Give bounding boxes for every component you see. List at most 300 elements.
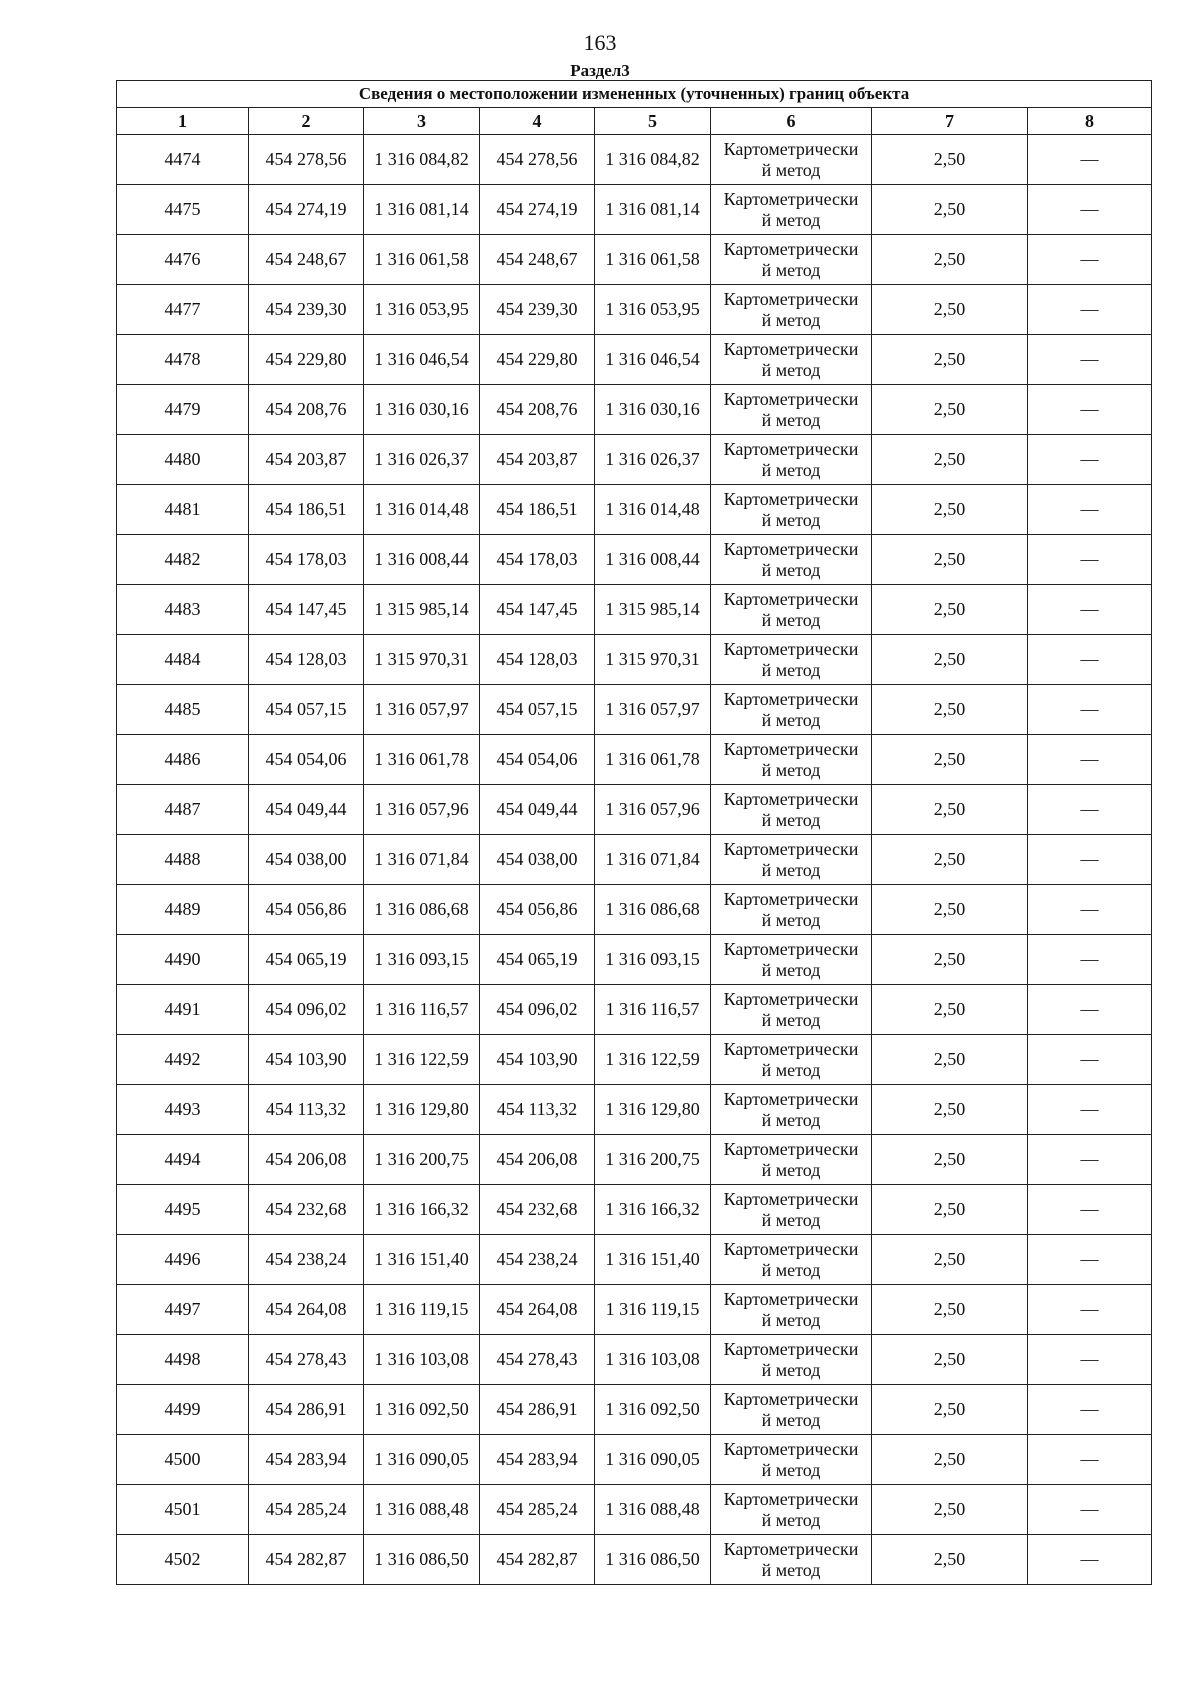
method-line-2: й метод [761, 559, 821, 580]
column-header: 6 [711, 108, 872, 135]
method-line-2: й метод [761, 1209, 821, 1230]
precision-cell: 2,50 [872, 1435, 1028, 1485]
point-number-cell: 4486 [117, 735, 249, 785]
method-line-1: Картометрически [723, 1088, 859, 1109]
x-existing-cell: 454 113,32 [249, 1085, 364, 1135]
y-new-cell: 1 316 088,48 [595, 1485, 711, 1535]
x-new-cell: 454 065,19 [480, 935, 595, 985]
y-existing-cell: 1 316 057,97 [364, 685, 480, 735]
method-line-1: Картометрически [723, 1288, 859, 1309]
y-new-cell: 1 316 057,97 [595, 685, 711, 735]
method-line-1: Картометрически [723, 138, 859, 159]
x-existing-cell: 454 056,86 [249, 885, 364, 935]
y-existing-cell: 1 316 008,44 [364, 535, 480, 585]
note-cell: — [1028, 635, 1152, 685]
x-existing-cell: 454 186,51 [249, 485, 364, 535]
point-number-cell: 4489 [117, 885, 249, 935]
method-line-1: Картометрически [723, 1238, 859, 1259]
table-row [117, 1485, 1152, 1535]
precision-cell: 2,50 [872, 885, 1028, 935]
precision-cell: 2,50 [872, 1035, 1028, 1085]
point-number-cell: 4497 [117, 1285, 249, 1335]
x-new-cell: 454 057,15 [480, 685, 595, 735]
y-existing-cell: 1 316 090,05 [364, 1435, 480, 1485]
note-cell: — [1028, 185, 1152, 235]
y-new-cell: 1 316 129,80 [595, 1085, 711, 1135]
table-row [117, 885, 1152, 935]
method-cell [711, 1085, 872, 1135]
x-new-cell: 454 056,86 [480, 885, 595, 935]
method-line-1: Картометрически [723, 688, 859, 709]
point-number-cell: 4482 [117, 535, 249, 585]
point-number-cell: 4485 [117, 685, 249, 735]
table-row [117, 135, 1152, 185]
note-cell: — [1028, 235, 1152, 285]
note-cell: — [1028, 335, 1152, 385]
point-number-cell: 4491 [117, 985, 249, 1035]
point-number-cell: 4487 [117, 785, 249, 835]
y-existing-cell: 1 316 061,78 [364, 735, 480, 785]
precision-cell: 2,50 [872, 435, 1028, 485]
point-number-cell: 4490 [117, 935, 249, 985]
precision-cell: 2,50 [872, 785, 1028, 835]
note-cell: — [1028, 1135, 1152, 1185]
x-new-cell: 454 232,68 [480, 1185, 595, 1235]
y-existing-cell: 1 316 086,50 [364, 1535, 480, 1585]
table-row [117, 185, 1152, 235]
column-header: 4 [480, 108, 595, 135]
method-line-2: й метод [761, 1559, 821, 1580]
method-line-2: й метод [761, 709, 821, 730]
y-existing-cell: 1 316 119,15 [364, 1285, 480, 1335]
y-new-cell: 1 316 057,96 [595, 785, 711, 835]
method-cell [711, 435, 872, 485]
y-new-cell: 1 316 151,40 [595, 1235, 711, 1285]
method-cell [711, 735, 872, 785]
precision-cell: 2,50 [872, 135, 1028, 185]
x-new-cell: 454 285,24 [480, 1485, 595, 1535]
table-row [117, 1135, 1152, 1185]
x-existing-cell: 454 285,24 [249, 1485, 364, 1535]
precision-cell: 2,50 [872, 835, 1028, 885]
note-cell: — [1028, 1285, 1152, 1335]
point-number-cell: 4479 [117, 385, 249, 435]
method-line-2: й метод [761, 1009, 821, 1030]
method-line-2: й метод [761, 409, 821, 430]
table-row [117, 1085, 1152, 1135]
x-existing-cell: 454 206,08 [249, 1135, 364, 1185]
note-cell: — [1028, 1485, 1152, 1535]
table-row [117, 835, 1152, 885]
table-row [117, 485, 1152, 535]
method-line-1: Картометрически [723, 938, 859, 959]
y-new-cell: 1 316 086,50 [595, 1535, 711, 1585]
point-number-cell: 4493 [117, 1085, 249, 1135]
table-row [117, 285, 1152, 335]
method-cell [711, 335, 872, 385]
table-row [117, 1185, 1152, 1235]
method-cell [711, 1285, 872, 1335]
point-number-cell: 4500 [117, 1435, 249, 1485]
y-new-cell: 1 316 086,68 [595, 885, 711, 935]
method-line-1: Картометрически [723, 1488, 859, 1509]
x-existing-cell: 454 203,87 [249, 435, 364, 485]
precision-cell: 2,50 [872, 1535, 1028, 1585]
y-new-cell: 1 316 200,75 [595, 1135, 711, 1185]
method-line-2: й метод [761, 1109, 821, 1130]
column-header: 3 [364, 108, 480, 135]
table-row [117, 235, 1152, 285]
note-cell: — [1028, 1385, 1152, 1435]
note-cell: — [1028, 435, 1152, 485]
method-cell [711, 835, 872, 885]
y-new-cell: 1 316 116,57 [595, 985, 711, 1035]
note-cell: — [1028, 1185, 1152, 1235]
method-line-1: Картометрически [723, 1538, 859, 1559]
y-existing-cell: 1 315 970,31 [364, 635, 480, 685]
method-line-2: й метод [761, 1459, 821, 1480]
precision-cell: 2,50 [872, 1135, 1028, 1185]
point-number-cell: 4501 [117, 1485, 249, 1535]
method-cell [711, 1235, 872, 1285]
y-existing-cell: 1 316 084,82 [364, 135, 480, 185]
y-existing-cell: 1 316 086,68 [364, 885, 480, 935]
x-new-cell: 454 283,94 [480, 1435, 595, 1485]
table-row [117, 1285, 1152, 1335]
y-existing-cell: 1 316 129,80 [364, 1085, 480, 1135]
x-new-cell: 454 049,44 [480, 785, 595, 835]
table-row [117, 985, 1152, 1035]
method-line-1: Картометрически [723, 288, 859, 309]
point-number-cell: 4478 [117, 335, 249, 385]
method-line-2: й метод [761, 609, 821, 630]
method-line-2: й метод [761, 209, 821, 230]
y-existing-cell: 1 316 026,37 [364, 435, 480, 485]
x-new-cell: 454 096,02 [480, 985, 595, 1035]
method-cell [711, 385, 872, 435]
table-caption-row [117, 81, 1152, 108]
y-new-cell: 1 316 093,15 [595, 935, 711, 985]
point-number-cell: 4474 [117, 135, 249, 185]
precision-cell: 2,50 [872, 1185, 1028, 1235]
precision-cell: 2,50 [872, 285, 1028, 335]
y-new-cell: 1 316 092,50 [595, 1385, 711, 1435]
x-new-cell: 454 186,51 [480, 485, 595, 535]
y-new-cell: 1 316 046,54 [595, 335, 711, 385]
y-new-cell: 1 316 030,16 [595, 385, 711, 435]
x-existing-cell: 454 057,15 [249, 685, 364, 735]
y-new-cell: 1 316 119,15 [595, 1285, 711, 1335]
x-new-cell: 454 208,76 [480, 385, 595, 435]
x-new-cell: 454 054,06 [480, 735, 595, 785]
x-existing-cell: 454 286,91 [249, 1385, 364, 1435]
point-number-cell: 4477 [117, 285, 249, 335]
method-line-1: Картометрически [723, 1388, 859, 1409]
y-existing-cell: 1 316 103,08 [364, 1335, 480, 1385]
precision-cell: 2,50 [872, 335, 1028, 385]
x-new-cell: 454 278,43 [480, 1335, 595, 1385]
method-cell [711, 585, 872, 635]
method-line-1: Картометрически [723, 388, 859, 409]
table-row [117, 1435, 1152, 1485]
x-new-cell: 454 239,30 [480, 285, 595, 335]
point-number-cell: 4494 [117, 1135, 249, 1185]
y-existing-cell: 1 316 057,96 [364, 785, 480, 835]
method-line-2: й метод [761, 1159, 821, 1180]
note-cell: — [1028, 385, 1152, 435]
table-row [117, 935, 1152, 985]
method-line-2: й метод [761, 959, 821, 980]
precision-cell: 2,50 [872, 985, 1028, 1035]
x-existing-cell: 454 038,00 [249, 835, 364, 885]
table-row [117, 385, 1152, 435]
y-existing-cell: 1 316 088,48 [364, 1485, 480, 1535]
table-row [117, 335, 1152, 385]
method-line-1: Картометрически [723, 738, 859, 759]
y-new-cell: 1 316 090,05 [595, 1435, 711, 1485]
x-new-cell: 454 038,00 [480, 835, 595, 885]
point-number-cell: 4495 [117, 1185, 249, 1235]
x-existing-cell: 454 248,67 [249, 235, 364, 285]
method-line-2: й метод [761, 1059, 821, 1080]
method-cell [711, 1535, 872, 1585]
method-line-1: Картометрически [723, 588, 859, 609]
note-cell: — [1028, 1235, 1152, 1285]
x-new-cell: 454 238,24 [480, 1235, 595, 1285]
y-existing-cell: 1 316 061,58 [364, 235, 480, 285]
column-header: 1 [117, 108, 249, 135]
x-existing-cell: 454 278,43 [249, 1335, 364, 1385]
precision-cell: 2,50 [872, 935, 1028, 985]
method-cell [711, 885, 872, 935]
method-cell [711, 285, 872, 335]
y-new-cell: 1 316 014,48 [595, 485, 711, 535]
method-line-1: Картометрически [723, 1138, 859, 1159]
x-new-cell: 454 274,19 [480, 185, 595, 235]
note-cell: — [1028, 785, 1152, 835]
method-line-2: й метод [761, 359, 821, 380]
table-row [117, 785, 1152, 835]
method-cell [711, 1385, 872, 1435]
method-line-2: й метод [761, 309, 821, 330]
precision-cell: 2,50 [872, 185, 1028, 235]
y-existing-cell: 1 316 166,32 [364, 1185, 480, 1235]
x-new-cell: 454 248,67 [480, 235, 595, 285]
point-number-cell: 4502 [117, 1535, 249, 1585]
method-line-2: й метод [761, 1409, 821, 1430]
precision-cell: 2,50 [872, 685, 1028, 735]
table-row [117, 585, 1152, 635]
y-new-cell: 1 316 071,84 [595, 835, 711, 885]
method-cell [711, 635, 872, 685]
method-line-1: Картометрически [723, 838, 859, 859]
point-number-cell: 4481 [117, 485, 249, 535]
x-existing-cell: 454 178,03 [249, 535, 364, 585]
method-cell [711, 1335, 872, 1385]
x-new-cell: 454 206,08 [480, 1135, 595, 1185]
method-cell [711, 685, 872, 735]
method-line-1: Картометрически [723, 1038, 859, 1059]
y-new-cell: 1 316 053,95 [595, 285, 711, 335]
precision-cell: 2,50 [872, 1335, 1028, 1385]
x-existing-cell: 454 282,87 [249, 1535, 364, 1585]
note-cell: — [1028, 835, 1152, 885]
method-cell [711, 535, 872, 585]
x-existing-cell: 454 049,44 [249, 785, 364, 835]
precision-cell: 2,50 [872, 735, 1028, 785]
x-existing-cell: 454 096,02 [249, 985, 364, 1035]
y-existing-cell: 1 315 985,14 [364, 585, 480, 635]
note-cell: — [1028, 485, 1152, 535]
y-new-cell: 1 316 122,59 [595, 1035, 711, 1085]
x-new-cell: 454 264,08 [480, 1285, 595, 1335]
point-number-cell: 4484 [117, 635, 249, 685]
point-number-cell: 4492 [117, 1035, 249, 1085]
x-existing-cell: 454 232,68 [249, 1185, 364, 1235]
y-existing-cell: 1 316 081,14 [364, 185, 480, 235]
method-line-2: й метод [761, 509, 821, 530]
y-new-cell: 1 316 081,14 [595, 185, 711, 235]
y-existing-cell: 1 316 053,95 [364, 285, 480, 335]
method-cell [711, 935, 872, 985]
x-existing-cell: 454 065,19 [249, 935, 364, 985]
point-number-cell: 4498 [117, 1335, 249, 1385]
table-row [117, 535, 1152, 585]
precision-cell: 2,50 [872, 635, 1028, 685]
page-number: 163 [583, 30, 617, 55]
column-header: 5 [595, 108, 711, 135]
x-new-cell: 454 229,80 [480, 335, 595, 385]
method-line-2: й метод [761, 259, 821, 280]
point-number-cell: 4499 [117, 1385, 249, 1435]
point-number-cell: 4483 [117, 585, 249, 635]
x-existing-cell: 454 054,06 [249, 735, 364, 785]
y-existing-cell: 1 316 151,40 [364, 1235, 480, 1285]
x-existing-cell: 454 239,30 [249, 285, 364, 335]
method-cell [711, 235, 872, 285]
method-cell [711, 985, 872, 1035]
x-existing-cell: 454 147,45 [249, 585, 364, 635]
table-row [117, 735, 1152, 785]
method-line-2: й метод [761, 159, 821, 180]
column-header: 8 [1028, 108, 1152, 135]
method-cell [711, 1485, 872, 1535]
x-new-cell: 454 178,03 [480, 535, 595, 585]
table-row [117, 685, 1152, 735]
method-line-2: й метод [761, 459, 821, 480]
point-number-cell: 4480 [117, 435, 249, 485]
table-caption: Сведения о местоположении измененных (уточненных) границ объекта [117, 81, 1152, 108]
method-line-1: Картометрически [723, 188, 859, 209]
note-cell: — [1028, 285, 1152, 335]
y-existing-cell: 1 316 116,57 [364, 985, 480, 1035]
y-existing-cell: 1 316 046,54 [364, 335, 480, 385]
table-body [117, 135, 1152, 1585]
note-cell: — [1028, 135, 1152, 185]
table-row [117, 435, 1152, 485]
point-number-cell: 4475 [117, 185, 249, 235]
table-row [117, 1235, 1152, 1285]
method-line-2: й метод [761, 809, 821, 830]
table-row [117, 1535, 1152, 1585]
column-header: 2 [249, 108, 364, 135]
method-line-1: Картометрически [723, 788, 859, 809]
y-existing-cell: 1 316 092,50 [364, 1385, 480, 1435]
precision-cell: 2,50 [872, 1385, 1028, 1435]
method-cell [711, 1135, 872, 1185]
precision-cell: 2,50 [872, 385, 1028, 435]
x-new-cell: 454 203,87 [480, 435, 595, 485]
x-existing-cell: 454 238,24 [249, 1235, 364, 1285]
method-cell [711, 1435, 872, 1485]
precision-cell: 2,50 [872, 585, 1028, 635]
y-existing-cell: 1 316 200,75 [364, 1135, 480, 1185]
method-cell [711, 785, 872, 835]
x-existing-cell: 454 103,90 [249, 1035, 364, 1085]
point-number-cell: 4496 [117, 1235, 249, 1285]
y-new-cell: 1 315 970,31 [595, 635, 711, 685]
y-new-cell: 1 316 061,78 [595, 735, 711, 785]
method-line-2: й метод [761, 1309, 821, 1330]
method-line-1: Картометрически [723, 988, 859, 1009]
method-line-1: Картометрически [723, 538, 859, 559]
method-line-2: й метод [761, 1359, 821, 1380]
note-cell: — [1028, 535, 1152, 585]
method-line-2: й метод [761, 909, 821, 930]
note-cell: — [1028, 1085, 1152, 1135]
note-cell: — [1028, 885, 1152, 935]
method-cell [711, 185, 872, 235]
method-cell [711, 135, 872, 185]
note-cell: — [1028, 585, 1152, 635]
x-new-cell: 454 278,56 [480, 135, 595, 185]
x-existing-cell: 454 208,76 [249, 385, 364, 435]
column-header: 7 [872, 108, 1028, 135]
point-number-cell: 4488 [117, 835, 249, 885]
method-line-1: Картометрически [723, 1188, 859, 1209]
x-new-cell: 454 147,45 [480, 585, 595, 635]
y-new-cell: 1 316 166,32 [595, 1185, 711, 1235]
x-existing-cell: 454 278,56 [249, 135, 364, 185]
x-existing-cell: 454 274,19 [249, 185, 364, 235]
table-row [117, 635, 1152, 685]
note-cell: — [1028, 1535, 1152, 1585]
note-cell: — [1028, 985, 1152, 1035]
x-existing-cell: 454 283,94 [249, 1435, 364, 1485]
method-line-1: Картометрически [723, 438, 859, 459]
y-existing-cell: 1 316 014,48 [364, 485, 480, 535]
table-row [117, 1035, 1152, 1085]
method-line-1: Картометрически [723, 488, 859, 509]
note-cell: — [1028, 1335, 1152, 1385]
method-line-1: Картометрически [723, 638, 859, 659]
note-cell: — [1028, 685, 1152, 735]
y-new-cell: 1 316 026,37 [595, 435, 711, 485]
method-cell [711, 1035, 872, 1085]
y-existing-cell: 1 316 030,16 [364, 385, 480, 435]
method-line-2: й метод [761, 759, 821, 780]
precision-cell: 2,50 [872, 1235, 1028, 1285]
method-line-1: Картометрически [723, 888, 859, 909]
note-cell: — [1028, 735, 1152, 785]
method-cell [711, 1185, 872, 1235]
column-header-row [117, 108, 1152, 135]
precision-cell: 2,50 [872, 1485, 1028, 1535]
method-line-1: Картометрически [723, 1438, 859, 1459]
x-existing-cell: 454 128,03 [249, 635, 364, 685]
x-existing-cell: 454 264,08 [249, 1285, 364, 1335]
y-new-cell: 1 316 103,08 [595, 1335, 711, 1385]
